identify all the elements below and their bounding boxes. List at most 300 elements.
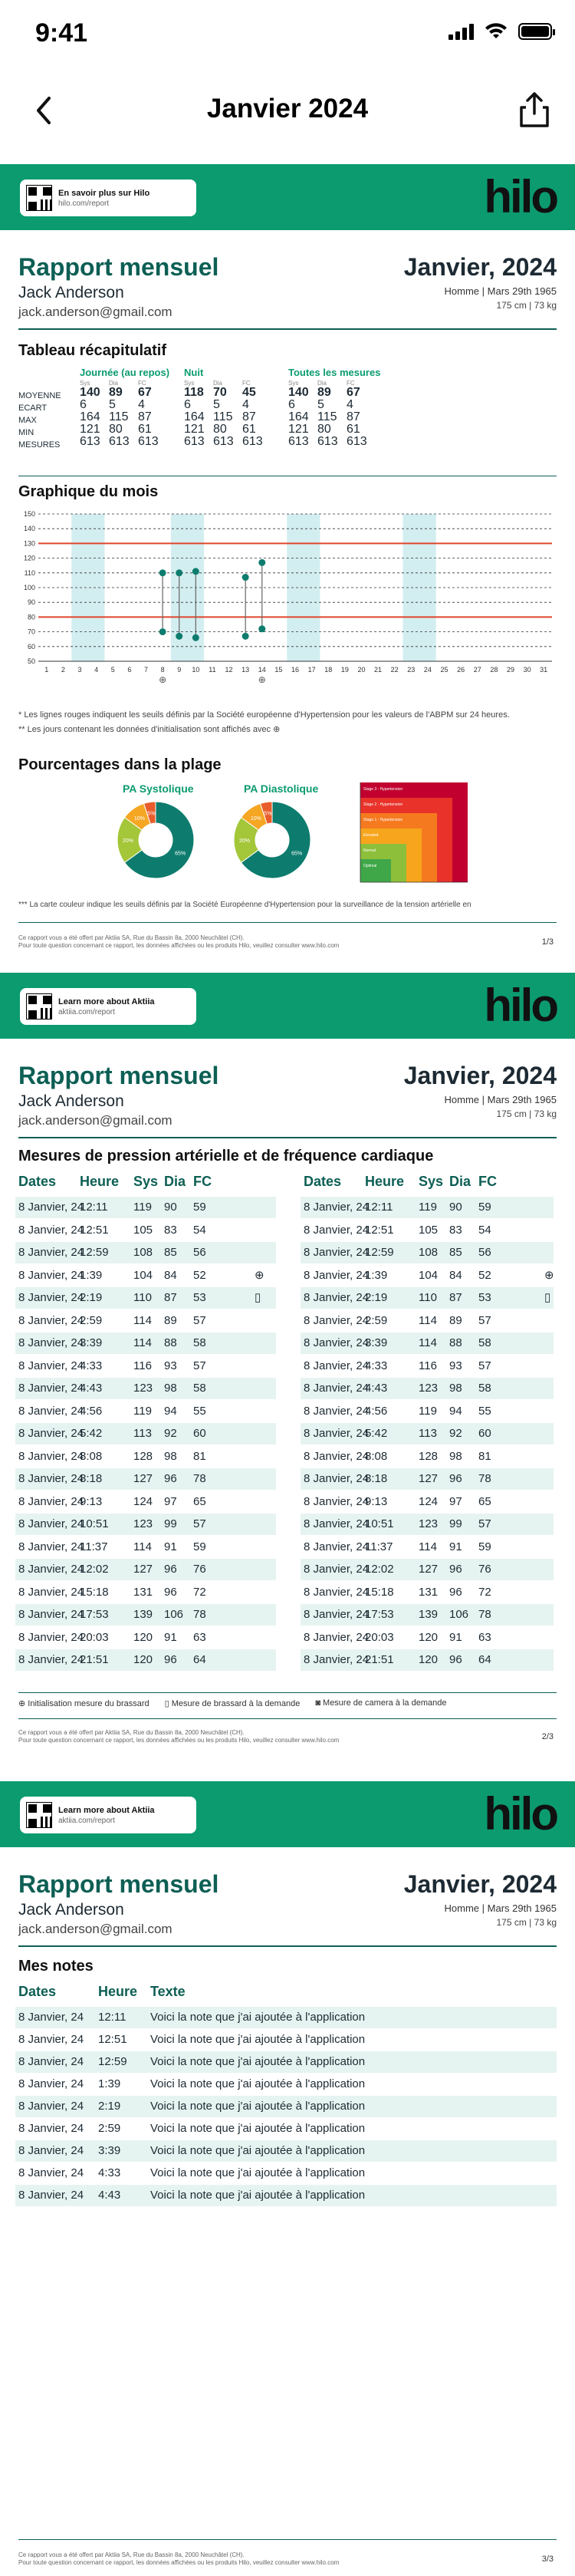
x-tick-label: 1: [44, 666, 49, 674]
notes-cell: 1:39: [98, 2077, 121, 2090]
measures-row: [15, 1582, 276, 1603]
measures-cell: 81: [478, 1449, 491, 1463]
nav-bar: [0, 77, 575, 146]
measures-cell: 57: [193, 1517, 206, 1530]
measures-cell: 92: [164, 1427, 177, 1440]
dia-point: [176, 633, 182, 640]
report-page-2: [0, 973, 575, 1764]
measures-cell: 85: [164, 1246, 177, 1259]
sub-label: Sys: [80, 380, 90, 387]
measures-cell: 8 Janvier, 24: [304, 1494, 370, 1508]
user-height-weight: 175 cm | 73 kg: [496, 1917, 557, 1928]
y-tick-label: 140: [23, 525, 35, 533]
measures-cell: 65: [478, 1494, 491, 1508]
x-tick-label: 13: [242, 666, 250, 674]
legend-cuff: [165, 1698, 301, 1708]
notes-col-header: Heure: [98, 1984, 138, 1999]
measures-col-header: Dates: [18, 1174, 57, 1189]
measures-row: [301, 1627, 554, 1649]
summary-cell: 5: [109, 398, 116, 411]
x-tick-label: 11: [209, 666, 216, 674]
notes-cell: 3:39: [98, 2144, 121, 2157]
notes-row: [15, 2096, 557, 2117]
measures-cell: 8 Janvier, 24: [18, 1585, 84, 1599]
measures-cell: 96: [449, 1585, 462, 1599]
notes-row: [15, 2185, 557, 2206]
measures-row: [15, 1514, 276, 1535]
dia-point: [192, 634, 199, 641]
footer-line-2: Pour toute question concernant ce rapport, les données affichées ou les produits Hilo, veuillez consulter www.hilo.com: [18, 2559, 340, 2566]
measures-row: [301, 1242, 554, 1263]
measures-cell: 53: [478, 1291, 491, 1304]
measures-row: [15, 1559, 276, 1580]
measures-cell: 8 Janvier, 24: [304, 1313, 370, 1327]
zone-label: Elevated: [363, 833, 379, 838]
measures-col-header: Sys: [419, 1174, 444, 1189]
measures-row: [15, 1468, 276, 1490]
measures-cell: 85: [449, 1246, 462, 1259]
init-cuff-icon: ⊕: [18, 1699, 26, 1708]
measures-cell: 8 Janvier, 24: [304, 1585, 370, 1599]
measures-cell: 123: [133, 1517, 153, 1530]
report-date: Janvier, 2024: [403, 253, 557, 281]
measures-row: [301, 1265, 554, 1286]
x-tick-label: 4: [94, 666, 99, 674]
measures-cell: 8 Janvier, 24: [18, 1540, 84, 1553]
summary-column: [80, 367, 169, 448]
summary-cell: 70: [213, 386, 227, 399]
promo-card[interactable]: [20, 988, 196, 1025]
notes-cell: 12:59: [98, 2055, 127, 2068]
measures-cell: 64: [478, 1653, 491, 1666]
divider: [18, 1945, 557, 1947]
row-label: MESURES: [18, 440, 61, 450]
measures-cell: 9:13: [80, 1494, 103, 1508]
measures-cell: 131: [133, 1585, 153, 1599]
notes-cell: Voici la note que j'ai ajoutée à l'application: [150, 2100, 366, 2113]
footer-line-2: Pour toute question concernant ce rapport, les données affichées ou les produits Hilo, veuillez consulter www.hilo.com: [18, 942, 340, 949]
summary-cell: 61: [138, 423, 152, 436]
measures-cell: 128: [133, 1449, 153, 1463]
measures-table: [0, 1174, 575, 1680]
measures-cell: 8 Janvier, 24: [18, 1563, 84, 1576]
summary-cell: 121: [184, 423, 205, 436]
share-icon[interactable]: [517, 91, 552, 129]
measures-cell: 127: [133, 1563, 153, 1576]
hilo-logo: hilo: [484, 980, 557, 1031]
user-height: 175 cm: [496, 1108, 527, 1119]
bp-zone-color-map: [345, 782, 475, 896]
summary-column-title: Journée (au repos): [80, 367, 170, 378]
dia-point: [242, 633, 249, 640]
x-tick-label: 2: [61, 666, 65, 674]
measures-row: [301, 1604, 554, 1626]
measures-cell: 4:56: [365, 1404, 388, 1418]
x-tick-label: 8: [160, 666, 165, 674]
measures-cell: 8 Janvier, 24: [304, 1359, 370, 1372]
measures-cell: 106: [449, 1608, 469, 1621]
measures-row: [15, 1197, 276, 1218]
user-email: jack.anderson@gmail.com: [18, 1922, 172, 1936]
summary-cell: 87: [242, 410, 256, 423]
measures-cell: 104: [419, 1268, 439, 1282]
user-name: Jack Anderson: [18, 1092, 124, 1110]
summary-column-title: Nuit: [184, 367, 204, 378]
measures-row: [301, 1582, 554, 1603]
measures-cell: 120: [419, 1630, 439, 1644]
y-tick-label: 150: [23, 510, 35, 518]
promo-card[interactable]: [20, 1797, 196, 1833]
sub-label: FC: [242, 380, 251, 387]
footer-line-2: Pour toute question concernant ce rapport, les données affichées ou les produits Hilo, veuillez consulter www.hilo.com: [18, 1737, 340, 1744]
measures-row: [301, 1197, 554, 1218]
measures-cell: 57: [478, 1313, 491, 1327]
measures-cell: 114: [133, 1336, 152, 1349]
wifi-icon: [485, 23, 508, 40]
measures-cell: 2:59: [80, 1313, 103, 1327]
sys-pie-title: PA Systolique: [123, 782, 194, 795]
measures-cell: 58: [193, 1336, 206, 1349]
notes-col-header: Texte: [150, 1984, 186, 1999]
signal-icon: [449, 23, 474, 40]
measures-row: [301, 1514, 554, 1535]
user-sex: Homme: [444, 1902, 480, 1914]
measures-cell: 56: [193, 1246, 206, 1259]
summary-cell: 613: [109, 435, 130, 448]
measures-cell: 2:19: [365, 1291, 388, 1304]
report-footer: [18, 2551, 478, 2567]
promo-title: En savoir plus sur Hilo: [58, 188, 150, 198]
measures-cell: 124: [133, 1494, 153, 1508]
pie-slice-label: 65%: [291, 851, 303, 857]
notes-row: [15, 2029, 557, 2051]
x-tick-label: 17: [307, 666, 316, 674]
measures-cell: 99: [164, 1517, 177, 1530]
measures-cell: 84: [164, 1268, 177, 1282]
measures-cell: 8 Janvier, 24: [304, 1449, 370, 1463]
summary-cell: 613: [184, 435, 205, 448]
measures-cell: 87: [164, 1291, 177, 1304]
measures-cell: 94: [164, 1404, 177, 1418]
measures-row: [301, 1287, 554, 1309]
qr-code-icon: [26, 993, 52, 1020]
summary-cell: 613: [80, 435, 100, 448]
measures-cell: 9:13: [365, 1494, 388, 1508]
summary-cell: 115: [213, 410, 233, 423]
measures-cell: 114: [419, 1336, 437, 1349]
pie-slice-label: 20%: [122, 838, 134, 844]
summary-cell: 45: [242, 386, 256, 399]
report-footer: [18, 934, 478, 950]
summary-cell: 164: [184, 410, 205, 423]
measures-cell: 12:02: [80, 1563, 109, 1576]
sys-point: [159, 569, 166, 576]
notes-cell: Voici la note que j'ai ajoutée à l'application: [150, 2055, 366, 2068]
init-cuff-icon: ⊕: [255, 1268, 264, 1282]
measures-col-header: FC: [478, 1174, 497, 1189]
cuff-icon: ▯: [164, 1699, 169, 1708]
user-name: Jack Anderson: [18, 284, 124, 301]
x-tick-label: 26: [457, 666, 465, 674]
dia-point: [159, 628, 166, 635]
x-tick-label: 19: [340, 666, 349, 674]
notes-cell: Voici la note que j'ai ajoutée à l'application: [150, 2033, 366, 2046]
measures-row: [301, 1446, 554, 1468]
measures-cell: 56: [478, 1246, 491, 1259]
measures-cell: 83: [164, 1223, 177, 1237]
measures-cell: 91: [449, 1630, 462, 1644]
measures-row: [15, 1604, 276, 1626]
measures-cell: 96: [449, 1563, 462, 1576]
report-header: [0, 973, 575, 1039]
measures-cell: 114: [133, 1313, 152, 1327]
summary-cell: 613: [242, 435, 263, 448]
measures-cell: 8 Janvier, 24: [304, 1201, 370, 1214]
x-tick-label: 24: [423, 666, 432, 674]
measures-cell: 120: [133, 1630, 153, 1644]
x-tick-label: 6: [127, 666, 132, 674]
measures-cell: 8 Janvier, 24: [304, 1540, 370, 1553]
measures-cell: 2:19: [80, 1291, 103, 1304]
summary-cell: 6: [184, 398, 191, 411]
measures-cell: 52: [478, 1268, 491, 1282]
pie-slice-label: 20%: [238, 838, 251, 844]
report-title: Rapport mensuel: [18, 253, 219, 281]
user-dob: Mars 29th 1965: [487, 1094, 557, 1105]
y-tick-label: 80: [27, 613, 35, 621]
measures-cell: 81: [193, 1449, 206, 1463]
notes-heading: Mes notes: [18, 1958, 94, 1975]
zone-label: Stage 3 - Hypertension: [363, 787, 403, 792]
summary-cell: 613: [213, 435, 234, 448]
notes-cell: Voici la note que j'ai ajoutée à l'application: [150, 2122, 366, 2135]
measures-row: [15, 1423, 276, 1444]
measures-cell: 53: [193, 1291, 206, 1304]
summary-cell: 6: [80, 398, 87, 411]
status-bar: [0, 0, 575, 69]
measures-cell: 8 Janvier, 24: [304, 1223, 370, 1237]
summary-cell: 87: [347, 410, 360, 423]
notes-cell: 8 Janvier, 24: [18, 2055, 84, 2068]
measures-cell: 123: [419, 1382, 439, 1395]
x-tick-label: 29: [506, 666, 514, 674]
zone-band: [360, 859, 391, 882]
measures-row: [301, 1220, 554, 1241]
measures-cell: 98: [449, 1382, 462, 1395]
measures-cell: 90: [164, 1201, 177, 1214]
measures-cell: 55: [193, 1404, 206, 1418]
notes-cell: 8 Janvier, 24: [18, 2166, 84, 2179]
measures-row: [15, 1287, 276, 1309]
pie-slice-label: 5%: [147, 811, 156, 817]
measures-cell: 59: [193, 1540, 206, 1553]
y-tick-label: 120: [23, 554, 35, 562]
summary-column: [288, 367, 380, 448]
measures-col-header: Heure: [365, 1174, 405, 1189]
summary-cell: 115: [317, 410, 337, 423]
measures-cell: 65: [193, 1494, 206, 1508]
measures-cell: 94: [449, 1404, 462, 1418]
measures-row: [15, 1265, 276, 1286]
sub-label: Sys: [288, 380, 299, 387]
measures-cell: 120: [419, 1653, 439, 1666]
notes-cell: Voici la note que j'ai ajoutée à l'application: [150, 2077, 366, 2090]
summary-cell: 140: [288, 386, 309, 399]
measures-row: [301, 1491, 554, 1513]
measures-row: [15, 1220, 276, 1241]
summary-cell: 4: [347, 398, 353, 411]
measures-row: [15, 1537, 276, 1558]
measures-cell: 4:56: [80, 1404, 103, 1418]
measures-cell: 8:18: [80, 1472, 103, 1485]
report-page-3: [0, 1781, 575, 2571]
summary-cell: 121: [288, 423, 309, 436]
zone-label: Optimal: [363, 864, 377, 868]
init-cuff-icon: ⊕: [258, 674, 266, 685]
measures-cell: 8 Janvier, 24: [18, 1382, 84, 1395]
legend-cuff-label: Mesure de brassard à la demande: [171, 1699, 301, 1708]
measures-cell: 8 Janvier, 24: [304, 1608, 370, 1621]
measures-row: [15, 1627, 276, 1649]
measures-cell: 113: [133, 1427, 152, 1440]
measures-cell: 97: [164, 1494, 177, 1508]
user-name: Jack Anderson: [18, 1901, 124, 1919]
measures-cell: 59: [478, 1540, 491, 1553]
cuff-icon: ▯: [255, 1291, 261, 1304]
measures-cell: 8 Janvier, 24: [18, 1653, 84, 1666]
sub-label: FC: [138, 380, 146, 387]
chart-note-2: [18, 724, 280, 734]
summary-cell: 4: [242, 398, 249, 411]
measures-cell: 127: [419, 1563, 439, 1576]
measures-cell: 17:53: [365, 1608, 394, 1621]
chart-note-1: * Les lignes rouges indiquent les seuils définis par la Société européenne d'Hypertension pour les valeurs de l'ABPM sur 24 heures.: [18, 710, 510, 720]
user-height: 175 cm: [496, 1917, 527, 1928]
measures-cell: 8 Janvier, 24: [18, 1313, 84, 1327]
measures-cell: 12:59: [80, 1246, 109, 1259]
summary-cell: 164: [80, 410, 100, 423]
measures-cell: 12:02: [365, 1563, 394, 1576]
summary-row: [288, 399, 380, 411]
measures-cell: 104: [133, 1268, 153, 1282]
summary-cell: 4: [138, 398, 145, 411]
measures-cell: 97: [449, 1494, 462, 1508]
measures-cell: 89: [164, 1313, 177, 1327]
measures-cell: 114: [133, 1540, 152, 1553]
notes-cell: 4:43: [98, 2189, 121, 2202]
measures-cell: 63: [478, 1630, 491, 1644]
x-tick-label: 21: [374, 666, 383, 674]
measures-cell: 105: [419, 1223, 439, 1237]
summary-cell: 89: [109, 386, 123, 399]
measures-cell: 4:43: [365, 1382, 388, 1395]
measures-cell: 11:37: [80, 1540, 108, 1553]
measures-cell: 8 Janvier, 24: [304, 1291, 370, 1304]
measures-cell: 96: [449, 1472, 462, 1485]
notes-cell: Voici la note que j'ai ajoutée à l'application: [150, 2144, 366, 2157]
measures-row: [301, 1468, 554, 1490]
row-label: MOYENNE: [18, 391, 61, 400]
user-sex: Homme: [444, 285, 480, 297]
measures-cell: 5:42: [80, 1427, 103, 1440]
measures-cell: 96: [164, 1472, 177, 1485]
summary-cell: 67: [347, 386, 360, 399]
measures-cell: 93: [449, 1359, 462, 1372]
measures-cell: 96: [164, 1563, 177, 1576]
page-number: 3/3: [541, 2555, 554, 2564]
measures-cell: 8 Janvier, 24: [18, 1494, 84, 1508]
measures-cell: 60: [478, 1427, 491, 1440]
measures-row: [15, 1401, 276, 1422]
measures-cell: 98: [164, 1449, 177, 1463]
measures-cell: 8 Janvier, 24: [18, 1359, 84, 1372]
measures-cell: 84: [449, 1268, 462, 1282]
summary-cell: 67: [138, 386, 152, 399]
x-tick-label: 12: [225, 666, 233, 674]
measures-cell: 3:39: [365, 1336, 388, 1349]
measures-cell: 119: [133, 1404, 152, 1418]
summary-column-title: Toutes les mesures: [288, 367, 381, 378]
measures-cell: 8 Janvier, 24: [304, 1653, 370, 1666]
promo-url: hilo.com/report: [58, 199, 110, 208]
pies-footnote: *** La carte couleur indique les seuils définis par la Société Européenne d'Hypertension pour la surveillance de la tension artérielle en: [18, 901, 472, 909]
measures-row: [15, 1378, 276, 1399]
measures-cell: 4:33: [365, 1359, 388, 1372]
measures-cell: 8 Janvier, 24: [304, 1404, 370, 1418]
sys-point: [242, 574, 249, 581]
measures-cell: 57: [193, 1313, 206, 1327]
summary-cell: 80: [213, 423, 227, 436]
measures-cell: 4:43: [80, 1382, 103, 1395]
notes-cell: 8 Janvier, 24: [18, 2033, 84, 2046]
promo-card[interactable]: [20, 180, 196, 216]
measures-col-header: FC: [193, 1174, 212, 1189]
notes-cell: 2:19: [98, 2100, 121, 2113]
measures-cell: 8 Janvier, 24: [18, 1517, 84, 1530]
report-date: Janvier, 2024: [403, 1870, 557, 1898]
x-tick-label: 3: [77, 666, 82, 674]
measures-row: [301, 1537, 554, 1558]
measures-cell: 54: [193, 1223, 206, 1237]
measures-row: [301, 1649, 554, 1671]
summary-heading: Tableau récapitulatif: [18, 342, 167, 359]
summary-cell: 140: [80, 386, 100, 399]
measures-cell: 72: [193, 1585, 206, 1599]
measures-cell: 10:51: [80, 1517, 109, 1530]
summary-cell: 613: [288, 435, 309, 448]
user-weight: 73 kg: [534, 300, 557, 311]
measures-cell: 21:51: [365, 1653, 394, 1666]
notes-cell: 8 Janvier, 24: [18, 2144, 84, 2157]
measures-row: [301, 1401, 554, 1422]
measures-cell: 108: [419, 1246, 439, 1259]
measures-cell: 20:03: [80, 1630, 109, 1644]
measures-cell: 106: [164, 1608, 184, 1621]
qr-code-icon: [26, 1802, 52, 1828]
promo-url: aktiia.com/report: [58, 1007, 115, 1016]
y-tick-label: 100: [23, 584, 35, 591]
footer-line-1: Ce rapport vous a été offert par Aktiia SA, Rue du Bassin 8a, 2000 Neuchâtel (CH).: [18, 2551, 245, 2558]
measures-cell: 60: [193, 1427, 206, 1440]
nav-title: Janvier 2024: [206, 94, 369, 124]
legend-init: [18, 1698, 150, 1708]
sub-label: Dia: [109, 380, 119, 387]
measures-col-header: Sys: [133, 1174, 159, 1189]
measures-cell: 20:03: [365, 1630, 394, 1644]
notes-table: [0, 1984, 575, 2214]
page-number: 1/3: [541, 937, 554, 947]
measures-cell: 8 Janvier, 24: [18, 1449, 84, 1463]
